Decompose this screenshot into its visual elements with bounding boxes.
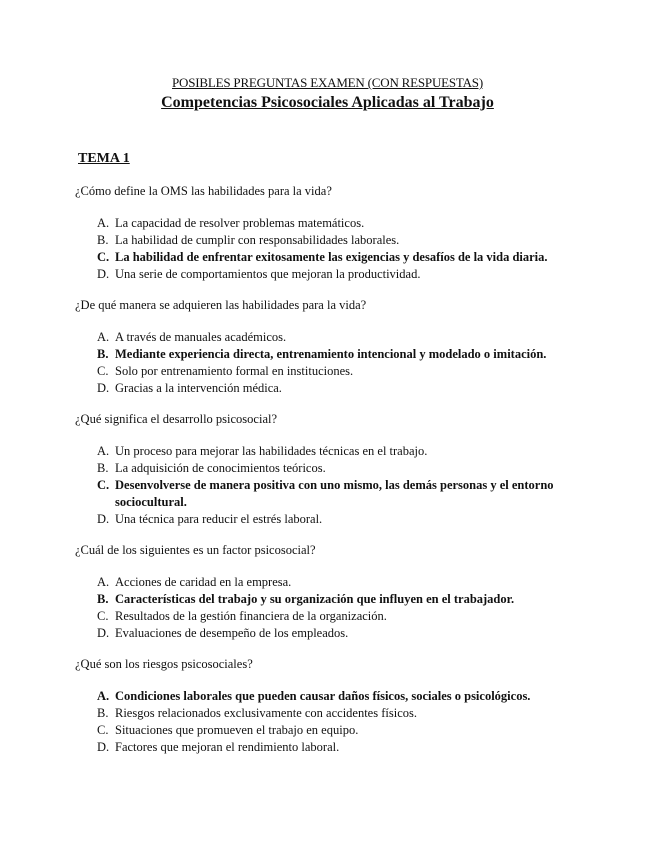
option-a [75,329,595,346]
option-text: Factores que mejoran el rendimiento laboral. [115,740,340,754]
option-text: Un proceso para mejorar las habilidades técnicas en el trabajo. [115,444,428,458]
option-text: Una serie de comportamientos que mejoran la productividad. [115,267,421,281]
option-letter: C. [97,364,109,378]
option-text: La adquisición de conocimientos teóricos. [115,461,326,475]
document-title: Competencias Psicosociales Aplicadas al Trabajo [161,94,494,111]
option-list [75,215,595,283]
option-text: A través de manuales académicos. [115,330,287,344]
option-text: La habilidad de enfrentar exitosamente las exigencias y desafíos de la vida diaria. [115,250,548,264]
option-text: Solo por entrenamiento formal en instituciones. [115,364,354,378]
question-5 [75,656,595,756]
option-c [75,608,595,625]
option-b-correct [75,591,595,608]
option-letter: A. [97,216,110,230]
option-text: Situaciones que promueven el trabajo en equipo. [115,723,359,737]
option-letter: A. [97,575,110,589]
option-text: Riesgos relacionados exclusivamente con accidentes físicos. [115,706,417,720]
option-text: Resultados de la gestión financiera de la organización. [115,609,387,623]
option-a [75,443,595,460]
option-d [75,380,595,397]
question-3 [75,411,595,528]
option-list [75,443,595,528]
option-a-correct [75,688,595,705]
option-a [75,574,595,591]
option-text: La habilidad de cumplir con responsabilidades laborales. [115,233,400,247]
question-1 [75,183,595,283]
option-letter: D. [97,267,110,281]
option-letter: C. [97,250,110,264]
document-subtitle: POSIBLES PREGUNTAS EXAMEN (CON RESPUESTAS) [172,75,483,90]
option-b [75,232,595,249]
option-text: La capacidad de resolver problemas matemáticos. [115,216,365,230]
option-text: Características del trabajo y su organización que influyen en el trabajador. [115,592,515,606]
option-letter: A. [97,330,110,344]
question-4 [75,542,595,642]
option-d [75,266,595,283]
option-d [75,511,595,528]
option-letter: A. [97,689,110,703]
option-letter: D. [97,381,110,395]
question-2 [75,297,595,397]
question-text: ¿De qué manera se adquieren las habilidades para la vida? [75,298,367,312]
option-letter: C. [97,478,110,492]
question-list [75,183,595,770]
option-c-correct [75,249,595,266]
option-letter: B. [97,347,109,361]
option-list [75,574,595,642]
option-b [75,705,595,722]
option-letter: C. [97,609,109,623]
option-d [75,625,595,642]
option-text: Gracias a la intervención médica. [115,381,282,395]
option-letter: B. [97,706,109,720]
option-letter: B. [97,592,109,606]
option-c-correct [75,477,595,511]
option-a [75,215,595,232]
option-letter: A. [97,444,110,458]
section-heading: TEMA 1 [78,151,130,166]
option-letter: B. [97,461,109,475]
option-text: Una técnica para reducir el estrés laboral. [115,512,323,526]
question-text: ¿Qué significa el desarrollo psicosocial? [75,412,278,426]
option-letter: B. [97,233,109,247]
option-text: Desenvolverse de manera positiva con uno mismo, las demás personas y el entorno sociocultural. [115,478,554,509]
option-letter: C. [97,723,109,737]
option-c [75,722,595,739]
question-text: ¿Cuál de los siguientes es un factor psicosocial? [75,543,316,557]
question-text: ¿Qué son los riesgos psicosociales? [75,657,253,671]
option-list [75,688,595,756]
option-text: Evaluaciones de desempeño de los empleados. [115,626,349,640]
option-d [75,739,595,756]
option-letter: D. [97,626,110,640]
option-text: Acciones de caridad en la empresa. [115,575,292,589]
option-text: Condiciones laborales que pueden causar daños físicos, sociales o psicológicos. [115,689,531,703]
option-letter: D. [97,740,110,754]
question-text: ¿Cómo define la OMS las habilidades para la vida? [75,184,332,198]
option-text: Mediante experiencia directa, entrenamiento intencional y modelado o imitación. [115,347,547,361]
option-list [75,329,595,397]
option-letter: D. [97,512,110,526]
option-c [75,363,595,380]
option-b-correct [75,346,595,363]
option-b [75,460,595,477]
